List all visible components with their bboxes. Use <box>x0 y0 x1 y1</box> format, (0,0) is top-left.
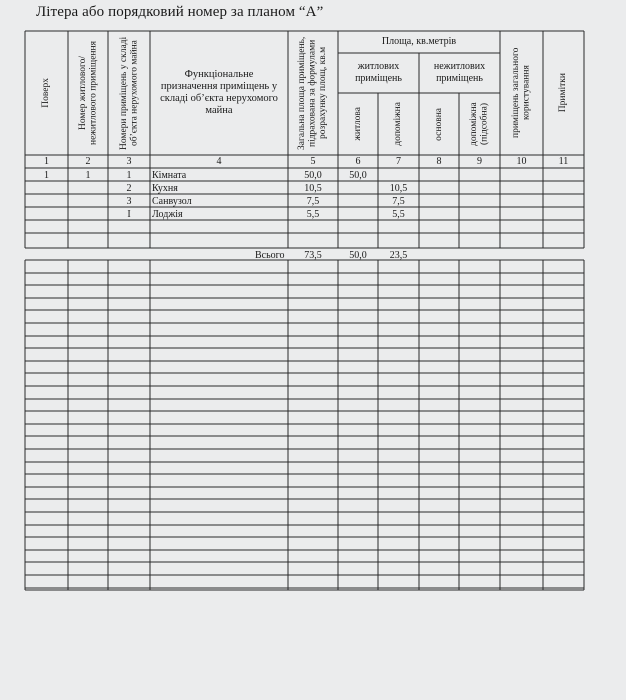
header-total-area: Загальна площа приміщень, підрахована за формулами розрахунку площ, кв.м <box>297 36 329 150</box>
row2-purpose: Кухня <box>152 183 178 194</box>
header-aux-service: допоміжна (підсобна) <box>469 102 490 146</box>
row1-floor: 1 <box>44 170 49 181</box>
row3-total: 7,5 <box>306 196 320 207</box>
row3-room: 3 <box>126 196 132 207</box>
col-num-10: 10 <box>516 156 527 167</box>
totals-living: 50,0 <box>349 250 367 261</box>
document-title: Літера або порядковий номер за планом “А” <box>36 4 324 20</box>
col-num-7: 7 <box>396 156 401 167</box>
totals-aux: 23,5 <box>389 250 408 261</box>
row1-living: 50,0 <box>349 170 367 181</box>
col-num-2: 2 <box>85 156 91 167</box>
row2-aux: 10,5 <box>389 183 408 194</box>
row1-room: 1 <box>126 170 132 181</box>
header-living: житлова <box>352 107 363 141</box>
row2-total: 10,5 <box>304 183 322 194</box>
row1-unit: 1 <box>85 170 91 181</box>
row1-total: 50,0 <box>304 170 322 181</box>
col-num-1: 1 <box>44 156 49 167</box>
col-num-6: 6 <box>355 156 361 167</box>
header-floor: Поверх <box>41 78 52 108</box>
header-room-numbers: Номери приміщень у складі об’єкта нерухомого майна <box>118 36 139 150</box>
header-area-group: Площа, кв.метрів <box>381 36 457 47</box>
header-main: основна <box>433 107 444 141</box>
header-residential-group: житлових приміщень <box>355 61 402 84</box>
header-unit-number: Номер житлового/нежитлового приміщення <box>77 41 98 145</box>
col-num-5: 5 <box>310 156 316 167</box>
header-nonresidential-group: нежитлових приміщень <box>433 61 486 84</box>
header-auxiliary: допоміжна <box>393 102 404 146</box>
row2-room: 2 <box>126 183 132 194</box>
col-num-11: 11 <box>558 156 569 167</box>
row4-total: 5,5 <box>306 209 320 220</box>
row4-purpose: Лоджія <box>152 209 183 220</box>
header-purpose: Функціональне призначення приміщень у складі об’єкта нерухомого майна <box>160 69 278 116</box>
row3-aux: 7,5 <box>392 196 405 207</box>
header-notes: Примітки <box>558 73 569 113</box>
totals-label: Всього <box>255 250 285 261</box>
totals-total: 73,5 <box>304 250 322 261</box>
header-common-use: приміщень загального користування <box>511 47 532 139</box>
col-num-3: 3 <box>126 156 132 167</box>
col-num-8: 8 <box>436 156 442 167</box>
row3-purpose: Санвузол <box>152 196 192 207</box>
col-num-4: 4 <box>216 156 222 167</box>
row4-aux: 5,5 <box>392 209 405 220</box>
row1-purpose: Кімната <box>152 170 187 181</box>
col-num-9: 9 <box>477 156 482 167</box>
row4-room: I <box>127 209 131 220</box>
